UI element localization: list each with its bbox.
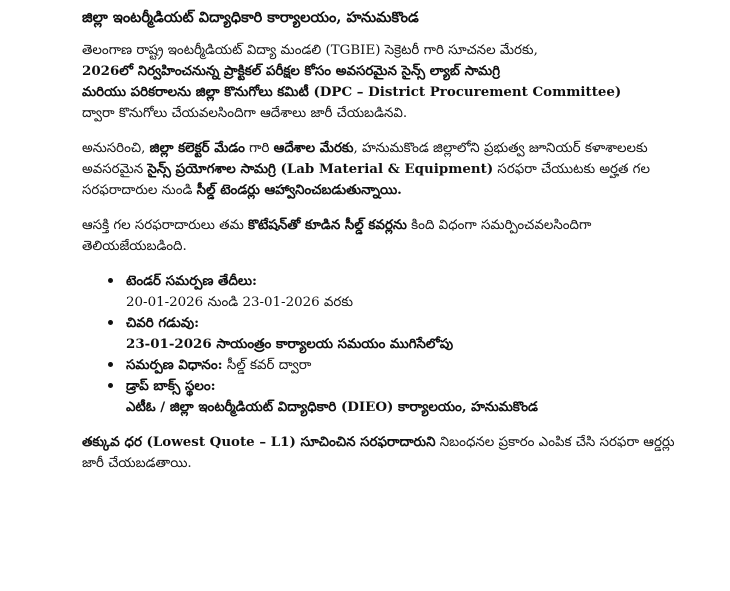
list-item-drop-box xyxy=(82,376,690,418)
para2-text-3: గారి xyxy=(244,141,274,156)
para2-orders: ఆదేశాల మేరకు xyxy=(273,140,354,156)
submission-dates-value: 20-01-2026 నుండి 23-01-2026 వరకు xyxy=(126,295,353,310)
paragraph-selection xyxy=(82,432,690,474)
para2-text-5: , హనుమకొండ జిల్లాలోని ప్రభుత్వ జూనియర్ కళాశాలలకు అవసరమైన xyxy=(82,141,648,177)
para2-text-7: సరఫరా చేయుటకు అర్హత గల సరఫరాదారుల నుండి xyxy=(82,162,650,198)
para3-sealed-covers: కొటేషన్‌తో కూడిన సీల్డ్ కవర్లను xyxy=(248,217,407,233)
list-item-deadline xyxy=(82,313,690,355)
bullet-icon xyxy=(108,320,113,325)
submission-method-label: సమర్పణ విధానం: xyxy=(126,357,223,373)
para1-line2: 2026లో నిర్వహించనున్న ప్రాక్టికల్ పరీక్షల కోసం అవసరమైన సైన్స్ ల్యాబ్ సామగ్రి xyxy=(82,63,501,79)
para4-lowest-quote: తక్కువ ధర (Lowest Quote – L1) సూచించిన సరఫరాదారుని xyxy=(82,434,436,450)
para2-sealed-tenders: సీల్డ్ టెండర్లు ఆహ్వానించబడుతున్నాయి. xyxy=(196,182,402,198)
para3-text-3: కింది విధంగా సమర్పించవలసిందిగా తెలియజేయబడింది. xyxy=(82,218,592,254)
para1-line3: మరియు పరికరాలను జిల్లా కొనుగోలు కమిటీ (DPC – District Procurement Committee) xyxy=(82,84,622,100)
submission-method-value: సీల్డ్ కవర్ ద్వారా xyxy=(226,358,312,373)
tender-details-list xyxy=(82,271,690,418)
bullet-icon xyxy=(108,383,113,388)
para2-text-1: అనుసరించి, xyxy=(82,141,150,156)
para1-line4: ద్వారా కొనుగోలు చేయవలసిందిగా ఆదేశాలు జారీ చేయబడినవి. xyxy=(82,106,408,121)
para2-lab-material: సైన్స్ ప్రయోగశాల సామగ్రి (Lab Material & Equipment) xyxy=(147,161,494,177)
para2-collector: జిల్లా కలెక్టర్ మేడం xyxy=(149,140,245,156)
para4-text-2: నిబంధనల ప్రకారం ఎంపిక చేసి సరఫరా ఆర్డర్లు జారీ చేయబడతాయి. xyxy=(82,435,675,471)
deadline-label: చివరి గడువు: xyxy=(126,315,200,331)
office-heading: జిల్లా ఇంటర్మీడియట్ విద్యాధికారి కార్యాలయం, హనుమకొండ xyxy=(82,9,419,26)
paragraph-submission xyxy=(82,215,690,257)
list-item-submission-method xyxy=(82,355,690,376)
drop-box-label: డ్రాప్ బాక్స్ స్థలం: xyxy=(126,378,216,394)
paragraph-invitation xyxy=(82,138,690,201)
list-item-submission-dates xyxy=(82,271,690,313)
paragraph-instructions xyxy=(82,40,690,124)
drop-box-value: ఎటీఓ / జిల్లా ఇంటర్మీడియట్ విద్యాధికారి (DIEO) కార్యాలయం, హనుమకొండ xyxy=(126,399,538,415)
deadline-value: 23-01-2026 సాయంత్రం కార్యాలయ సమయం ముగిసేలోపు xyxy=(126,336,454,352)
para1-line1: తెలంగాణ రాష్ట్ర ఇంటర్మీడియట్ విద్యా మండలి (TGBIE) సెక్రెటరీ గారి సూచనల మేరకు, xyxy=(82,43,538,58)
bullet-icon xyxy=(108,278,113,283)
submission-dates-label: టెండర్ సమర్పణ తేదీలు: xyxy=(126,273,257,289)
bullet-icon xyxy=(108,362,113,367)
para3-text-1: ఆసక్తి గల సరఫరాదారులు తమ xyxy=(82,218,249,233)
